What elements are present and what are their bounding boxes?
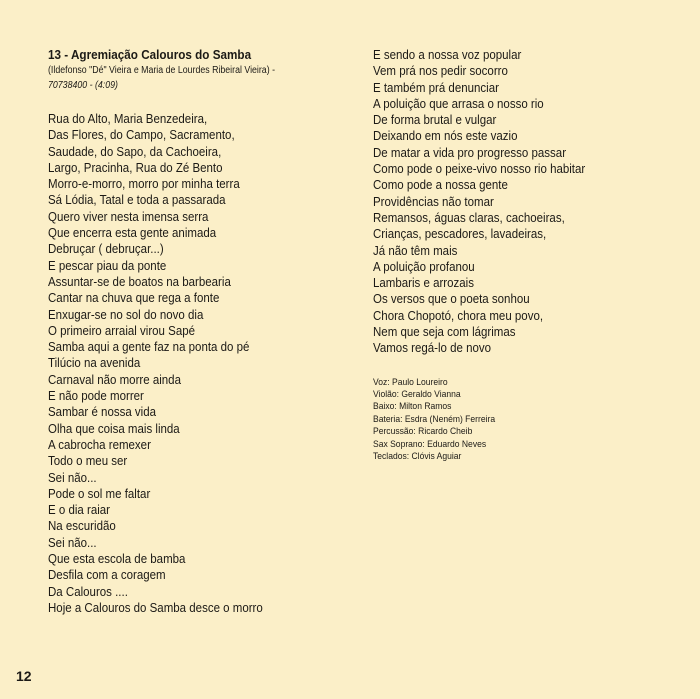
lyric-line: Enxugar-se no sol do novo dia	[48, 307, 204, 322]
lyric-line: Lambaris e arrozais	[373, 276, 474, 291]
lyric-line: Hoje a Calouros do Samba desce o morro	[48, 600, 263, 615]
lyric-line: A poluição que arrasa o nosso rio	[373, 96, 544, 111]
lyric-line: Largo, Pracinha, Rua do Zé Bento	[48, 160, 223, 175]
lyric-line: Cantar na chuva que rega a fonte	[48, 291, 220, 306]
lyric-line: Todo o meu ser	[48, 454, 128, 469]
lyric-line: Desfila com a coragem	[48, 568, 166, 583]
lyric-line: Carnaval não morre ainda	[48, 372, 181, 387]
lyric-line: Como pode a nossa gente	[373, 178, 508, 193]
lyric-line: E o dia raiar	[48, 503, 111, 518]
left-column	[48, 47, 348, 616]
lyric-line: Morro-e-morro, morro por minha terra	[48, 177, 240, 192]
song-authors: (Ildefonso "Dé" Vieira e Maria de Lourdes Ribeiral Vieira) -	[48, 65, 276, 76]
right-column	[373, 47, 683, 463]
musician-credit: Baixo: Milton Ramos	[373, 401, 452, 413]
lyric-line: E também prá denunciar	[373, 80, 499, 95]
lyric-line: Da Calouros ....	[48, 584, 128, 599]
lyric-line: E sendo a nossa voz popular	[373, 48, 522, 62]
lyric-line: De forma brutal e vulgar	[373, 113, 497, 128]
song-title: 13 - Agremiação Calouros do Samba	[48, 47, 252, 62]
lyric-line: Sei não...	[48, 535, 97, 550]
musician-credit: Bateria: Esdra (Neném) Ferreira	[373, 413, 496, 425]
lyric-line: Já não têm mais	[373, 243, 458, 258]
lyric-line: Das Flores, do Campo, Sacramento,	[48, 128, 235, 143]
lyric-line: Quero viver nesta imensa serra	[48, 209, 209, 224]
lyric-line: Debruçar ( debruçar...)	[48, 242, 164, 257]
musician-credit: Teclados: Clóvis Aguiar	[373, 451, 462, 463]
lyric-line: Vem prá nos pedir socorro	[373, 64, 508, 79]
lyric-line: Providências não tomar	[373, 194, 494, 209]
musician-credits	[373, 377, 683, 464]
musician-credit: Percussão: Ricardo Cheib	[373, 426, 473, 438]
musician-credit: Violão: Geraldo Vianna	[373, 389, 461, 401]
lyric-line: Pode o sol me faltar	[48, 486, 151, 501]
lyric-line: Sambar é nossa vida	[48, 405, 157, 420]
lyric-line: E não pode morrer	[48, 389, 144, 404]
lyric-line: Os versos que o poeta sonhou	[373, 292, 530, 307]
lyric-line: Remansos, águas claras, cachoeiras,	[373, 210, 565, 225]
lyric-line: E pescar piau da ponte	[48, 258, 167, 273]
lyric-line: Tilúcio na avenida	[48, 356, 141, 371]
lyric-line: Rua do Alto, Maria Benzedeira,	[48, 112, 208, 126]
musician-credit: Voz: Paulo Loureiro	[373, 376, 448, 388]
song-code-duration: 70738400 - (4:09)	[48, 80, 118, 91]
lyric-line: Samba aqui a gente faz na ponta do pé	[48, 340, 250, 355]
lyric-line: Como pode o peixe-vivo nosso rio habitar	[373, 162, 586, 177]
lyric-line: Deixando em nós este vazio	[373, 129, 518, 144]
lyrics-right	[373, 47, 683, 357]
lyric-line: Assuntar-se de boatos na barbearia	[48, 274, 231, 289]
lyric-line: Olha que coisa mais linda	[48, 421, 180, 436]
lyric-line: A poluição profanou	[373, 259, 475, 274]
lyrics-left	[48, 111, 348, 616]
lyric-line: Na escuridão	[48, 519, 116, 534]
lyric-line: Chora Chopotó, chora meu povo,	[373, 308, 544, 323]
lyric-line: Sei não...	[48, 470, 97, 485]
lyric-line: Que esta escola de bamba	[48, 552, 186, 567]
lyric-line: Crianças, pescadores, lavadeiras,	[373, 227, 547, 242]
musician-credit: Sax Soprano: Eduardo Neves	[373, 438, 487, 450]
lyric-line: Vamos regá-lo de novo	[373, 341, 492, 356]
lyric-line: A cabrocha remexer	[48, 437, 151, 452]
lyric-line: O primeiro arraial virou Sapé	[48, 323, 196, 338]
lyric-line: Sá Lódia, Tatal e toda a passarada	[48, 193, 226, 208]
lyric-line: De matar a vida pro progresso passar	[373, 145, 567, 160]
lyric-line: Saudade, do Sapo, da Cachoeira,	[48, 144, 222, 159]
lyric-line: Nem que seja com lágrimas	[373, 325, 516, 340]
lyric-line: Que encerra esta gente animada	[48, 226, 217, 241]
page-number: 12	[16, 668, 32, 684]
